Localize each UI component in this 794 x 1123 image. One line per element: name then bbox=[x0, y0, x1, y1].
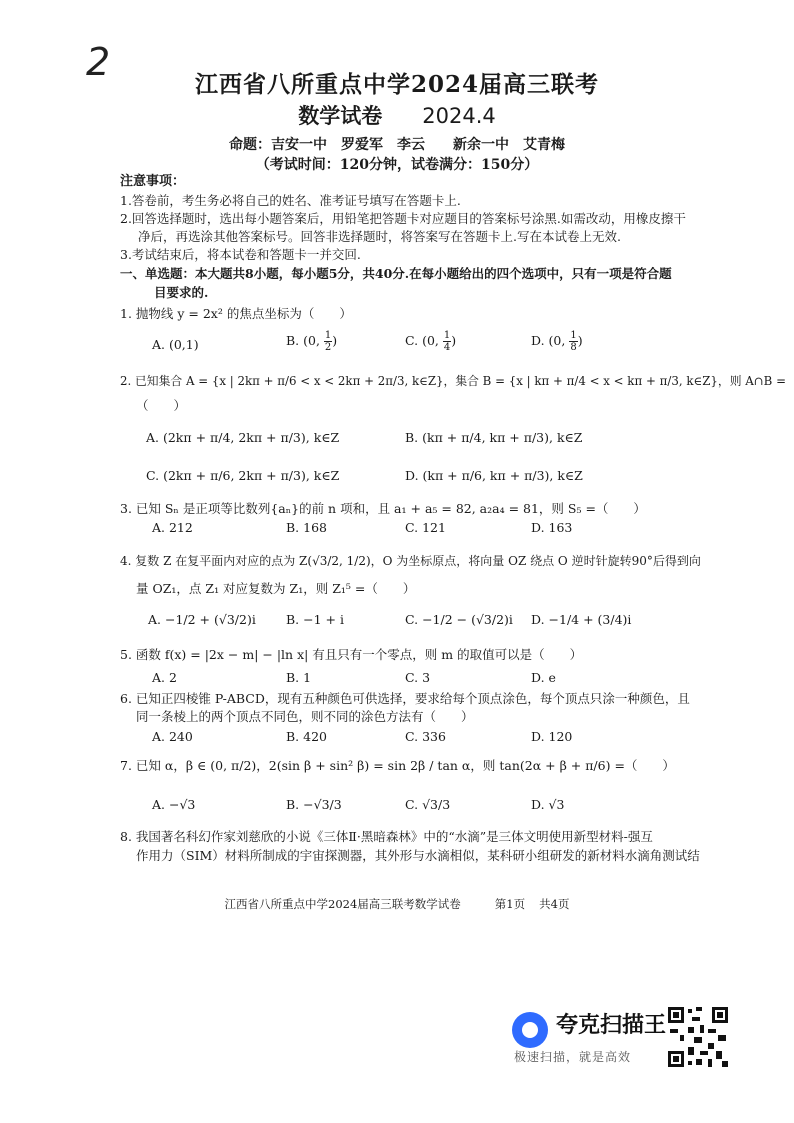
q7-option-c: C. √3/3 bbox=[405, 797, 451, 812]
q5-option-c: C. 3 bbox=[405, 670, 431, 685]
q1-c-prefix: C. (0, bbox=[405, 333, 443, 348]
footer-total: 共4页 bbox=[539, 897, 570, 911]
q1-stem: 1. 抛物线 y = 2x² 的焦点坐标为（ ） bbox=[120, 306, 352, 321]
q4-stem: 4. 复数 Z 在复平面内对应的点为 Z(√3/2, 1/2)，O 为坐标原点，将向量 OZ 绕点 O 逆时针旋转90°后得到向 bbox=[120, 554, 701, 568]
q7-option-b: B. −√3/3 bbox=[286, 797, 342, 812]
q7-option-d: D. √3 bbox=[531, 797, 565, 812]
q4-stem-cont: 量 OZ₁，点 Z₁ 对应复数为 Z₁，则 Z₁⁵ =（ ） bbox=[136, 581, 416, 596]
q4-option-a: A. −1/2 + (√3/2)i bbox=[148, 612, 256, 627]
section-heading-line1: 一、单选题：本大题共8小题，每小题5分，共40分.在每小题给出的四个选项中，只有一项是符合题 bbox=[120, 266, 672, 281]
q6-stem: 6. 已知正四棱锥 P-ABCD，现有五种颜色可供选择，要求给每个顶点涂色，每个顶点只涂一种颜色，且 bbox=[120, 691, 690, 706]
scanner-logo-icon bbox=[512, 1012, 548, 1048]
q1-c-den: 4 bbox=[443, 342, 451, 353]
exam-subtitle bbox=[0, 100, 794, 130]
q2-option-d: D. (kπ + π/6, kπ + π/3), k∈Z bbox=[405, 468, 583, 483]
note-2-cont: 净后，再选涂其他答案标号。回答非选择题时，将答案写在答题卡上.写在本试卷上无效. bbox=[138, 229, 621, 244]
qr-code-icon bbox=[666, 1005, 730, 1069]
q2-option-a: A. (2kπ + π/4, 2kπ + π/3), k∈Z bbox=[146, 430, 340, 445]
note-1: 1.答卷前，考生务必将自己的姓名、准考证号填写在答题卡上. bbox=[120, 193, 461, 208]
q3-stem: 3. 已知 Sₙ 是正项等比数列{aₙ}的前 n 项和，且 a₁ + a₅ = 82, a₂a₄ = 81，则 S₅ =（ ） bbox=[120, 501, 646, 516]
q5-option-d: D. e bbox=[531, 670, 556, 685]
scanner-slogan: 极速扫描，就是高效 bbox=[514, 1050, 632, 1064]
q1-option-b bbox=[286, 330, 337, 353]
q3-option-a: A. 212 bbox=[152, 520, 193, 535]
q3-option-d: D. 163 bbox=[531, 520, 573, 535]
q2-paren: （ ） bbox=[136, 398, 187, 413]
q5-option-a: A. 2 bbox=[152, 670, 177, 685]
q5-option-b: B. 1 bbox=[286, 670, 312, 685]
exam-date: 2024.4 bbox=[422, 104, 496, 128]
section-heading-line2: 目要求的. bbox=[154, 285, 209, 300]
note-2: 2.回答选择题时，选出每小题答案后，用铅笔把答题卡对应题目的答案标号涂黑.如需改动，用橡皮擦干 bbox=[120, 211, 686, 226]
q6-option-c: C. 336 bbox=[405, 729, 446, 744]
q7-option-a: A. −√3 bbox=[152, 797, 196, 812]
q1-b-den: 2 bbox=[324, 342, 332, 353]
q7-stem: 7. 已知 α，β ∈ (0, π/2)，2(sin β + sin² β) = sin 2β / tan α，则 tan(2α + β + π/6) =（ ） bbox=[120, 758, 675, 773]
q6-option-a: A. 240 bbox=[152, 729, 193, 744]
q6-option-b: B. 420 bbox=[286, 729, 327, 744]
q1-b-prefix: B. (0, bbox=[286, 333, 324, 348]
subtitle-text: 数学试卷 bbox=[298, 103, 383, 128]
q1-b-close: ) bbox=[332, 333, 338, 348]
q1-d-prefix: D. (0, bbox=[531, 333, 570, 348]
page-footer bbox=[0, 896, 794, 912]
q1-c-frac bbox=[443, 330, 451, 353]
q1-d-den: 8 bbox=[570, 342, 577, 353]
q1-c-close: ) bbox=[451, 333, 457, 348]
q1-d-close: ) bbox=[577, 333, 583, 348]
q1-d-num: 1 bbox=[570, 330, 577, 341]
scanner-app-name: 夸克扫描王 bbox=[556, 1013, 667, 1038]
q2-option-c: C. (2kπ + π/6, 2kπ + π/3), k∈Z bbox=[146, 468, 340, 483]
q3-option-b: B. 168 bbox=[286, 520, 327, 535]
handwritten-page-number: 2 bbox=[86, 40, 111, 84]
notes-heading: 注意事项： bbox=[120, 174, 186, 189]
q3-option-c: C. 121 bbox=[405, 520, 446, 535]
q6-option-d: D. 120 bbox=[531, 729, 573, 744]
footer-title: 江西省八所重点中学2024届高三联考数学试卷 bbox=[224, 897, 461, 911]
q2-option-b: B. (kπ + π/4, kπ + π/3), k∈Z bbox=[405, 430, 583, 445]
q8-line2: 作用力（SIM）材料所制成的宇宙探测器，其外形与水滴相似，某科研小组研发的新材料水滴角测试结 bbox=[136, 848, 700, 863]
q4-option-b: B. −1 + i bbox=[286, 612, 344, 627]
q1-option-c bbox=[405, 330, 456, 353]
q4-option-c: C. −1/2 − (√3/2)i bbox=[405, 612, 513, 627]
q6-stem-cont: 同一条棱上的两个顶点不同色，则不同的涂色方法有（ ） bbox=[136, 709, 474, 724]
q5-stem: 5. 函数 f(x) = |2x − m| − |ln x| 有且只有一个零点，则 m 的取值可以是（ ） bbox=[120, 647, 583, 662]
q4-option-d: D. −1/4 + (3/4)i bbox=[531, 612, 632, 627]
q2-stem: 2. 已知集合 A = {x | 2kπ + π/6 < x < 2kπ + 2π/3, k∈Z}，集合 B = {x | kπ + π/4 < x < kπ + π/3, k∈Z}，则 A∩B = bbox=[120, 374, 786, 388]
q1-option-a: A. (0,1) bbox=[152, 337, 199, 352]
footer-page: 第1页 bbox=[494, 897, 526, 911]
authors-line: 命题：吉安一中 罗爱军 李云 新余一中 艾青梅 bbox=[229, 137, 565, 153]
exam-title: 江西省八所重点中学2024届高三联考 bbox=[194, 71, 599, 98]
note-3: 3.考试结束后，将本试卷和答题卡一并交回. bbox=[120, 247, 361, 262]
q1-d-frac bbox=[569, 330, 577, 353]
q1-b-num: 1 bbox=[324, 330, 332, 341]
q1-c-num: 1 bbox=[443, 330, 451, 341]
q8-line1: 8. 我国著名科幻作家刘慈欣的小说《三体Ⅱ·黑暗森林》中的“水滴”是三体文明使用新型材料-强互 bbox=[120, 829, 653, 844]
q1-option-d bbox=[531, 330, 583, 353]
exam-info: （考试时间：120分钟，试卷满分：150分） bbox=[255, 157, 539, 173]
